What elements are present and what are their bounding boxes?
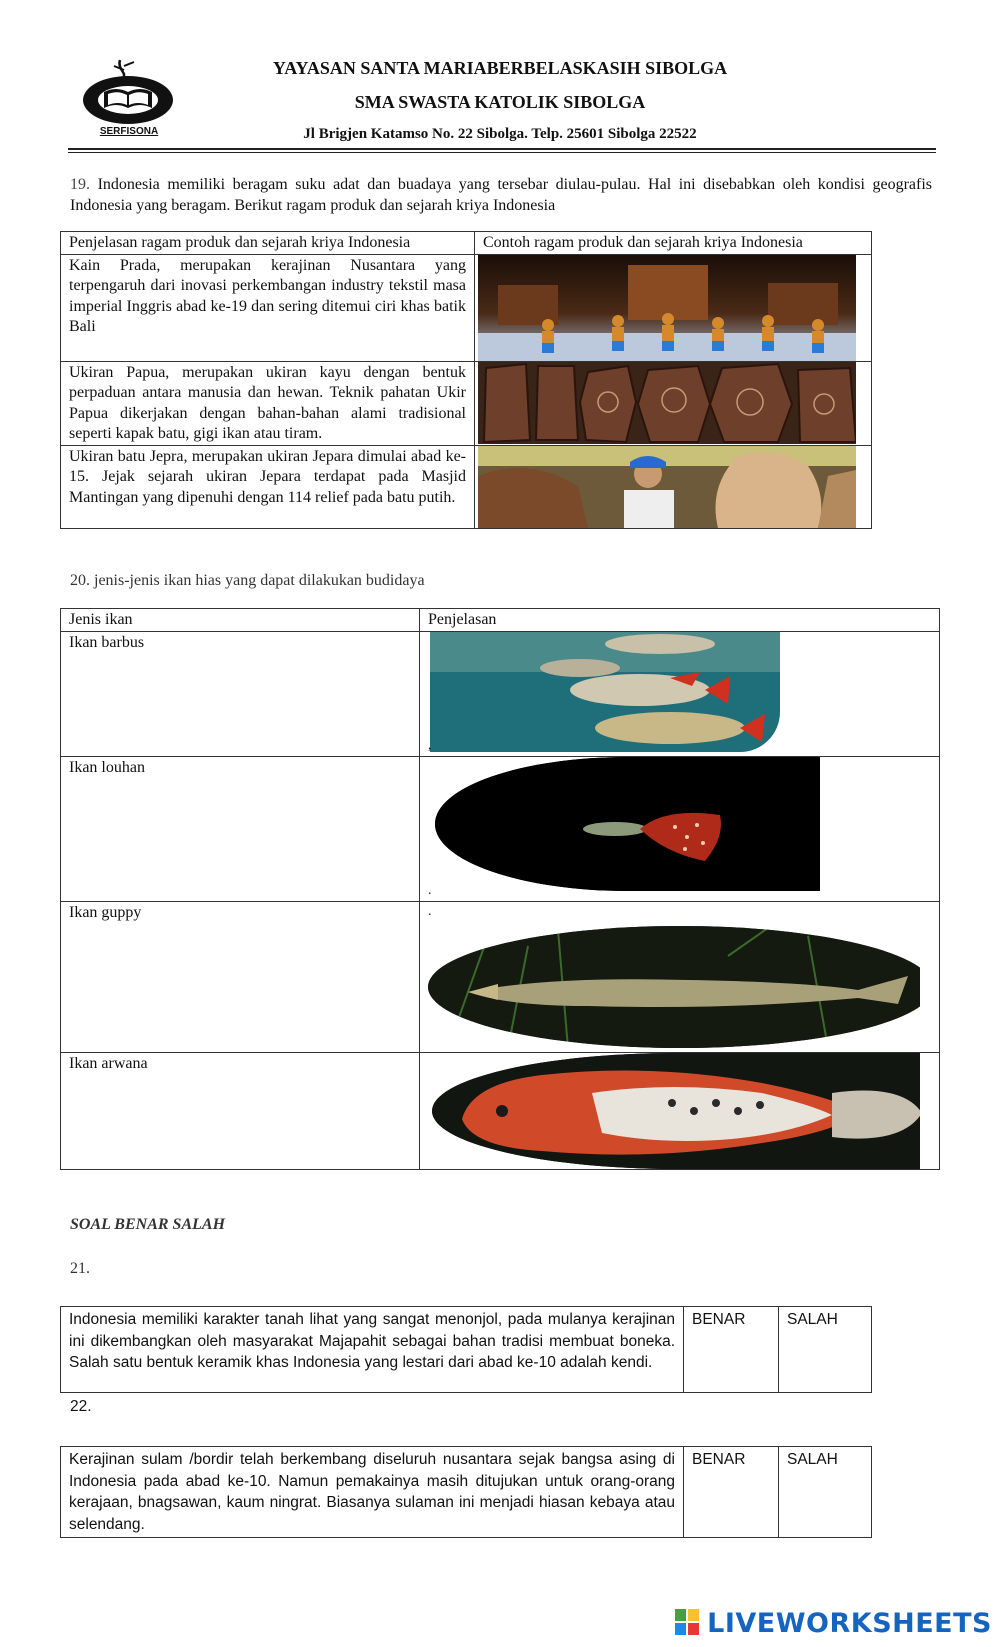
image-cell (420, 901, 940, 1052)
header-divider-thin (68, 152, 936, 153)
column-header: Contoh ragam produk dan sejarah kriya Indonesia (475, 232, 872, 255)
question-19 (70, 174, 932, 216)
image-cell (420, 1052, 940, 1169)
foundation-name: YAYASAN SANTA MARIABERBELASKASIH SIBOLGA (272, 58, 728, 78)
column-header: Penjelasan (420, 609, 940, 632)
table-row (61, 254, 872, 361)
fish-name: Ikan arwana (61, 1052, 420, 1169)
logo-text: SERFISONA (99, 126, 159, 137)
table-row (61, 1307, 872, 1393)
benar-option[interactable]: BENAR (684, 1307, 779, 1393)
image-cell (475, 254, 872, 361)
column-header: Penjelasan ragam produk dan sejarah kriya Indonesia (61, 232, 475, 255)
arowana-fish-photo (428, 926, 920, 1048)
question-number: 21. (70, 1260, 90, 1277)
table-header-row (61, 609, 940, 632)
guppy-fish-photo (435, 757, 820, 891)
fish-image-frame (420, 1053, 920, 1169)
stone-carver-photo (478, 446, 856, 528)
statement-text: Kerajinan sulam /bordir telah berkembang diseluruh nusantara sejak bangsa asing di Indonesia pada abad ke-10. Namun pemakainya masih ditujukan untuk orang-orang kerajaan, bnagsawan, kaum ningrat. Biasanya sulaman ini menjadi hiasan kebaya atau selendang. (61, 1447, 684, 1538)
table-header-row (61, 232, 872, 255)
question-20-title: 20. jenis-jenis ikan hias yang dapat dilakukan budidaya (70, 572, 425, 589)
true-false-question-22 (60, 1446, 872, 1538)
fish-image-frame (420, 902, 920, 1052)
cell-mark: , (428, 737, 432, 753)
image-cell (420, 631, 940, 756)
question-number: 22. (70, 1398, 92, 1415)
row-description: Ukiran batu Jepra, merupakan ukiran Jepara dimulai abad ke-15. Jejak sejarah ukiran Jepara terdapat pada Masjid Mantingan yang dipenuhi dengan 114 relief pada batu putih. (61, 445, 475, 528)
question-text: Indonesia memiliki beragam suku adat dan buadaya yang tersebar diulau-pulau. Hal ini disebabkan oleh kondisi geografis Indonesia yang beragam. Berikut ragam produk dan sejarah kriya Indonesia (70, 176, 932, 214)
louhan-fish-photo (432, 1053, 920, 1169)
fish-name: Ikan louhan (61, 756, 420, 901)
table-row (61, 901, 940, 1052)
column-header: Jenis ikan (61, 609, 420, 632)
table-row (61, 631, 940, 756)
barbus-fish-photo (430, 632, 780, 752)
cell-mark: . (428, 882, 432, 898)
papua-carving-photo (478, 362, 856, 444)
section-title: SOAL BENAR SALAH (70, 1216, 226, 1233)
fish-name: Ikan barbus (61, 631, 420, 756)
header-divider (68, 148, 936, 150)
table-row (61, 1052, 940, 1169)
fish-image-frame (420, 757, 900, 901)
liveworksheets-logo (675, 1606, 992, 1640)
table-row (61, 1447, 872, 1538)
cell-mark: . (428, 903, 432, 919)
fish-table (60, 608, 940, 1170)
true-false-question-21 (60, 1306, 872, 1393)
liveworksheets-icon (675, 1609, 701, 1637)
fish-name: Ikan guppy (61, 901, 420, 1052)
school-name: SMA SWASTA KATOLIK SIBOLGA (354, 92, 646, 112)
benar-option[interactable]: BENAR (684, 1447, 779, 1538)
row-description: Ukiran Papua, merupakan ukiran kayu dengan bentuk perpaduan antara manusia dan hewan. Teknik pahatan Ukir Papua dikerjakan dengan bahan-bahan alami tradisional seperti kapak batu, gigi ikan atau tiram. (61, 361, 475, 445)
table-row (61, 361, 872, 445)
image-cell (420, 756, 940, 901)
table-row (61, 756, 940, 901)
book-emblem-icon (78, 56, 180, 128)
salah-option[interactable]: SALAH (779, 1447, 872, 1538)
bali-dance-photo (478, 255, 856, 361)
brand-text: LIVEWORKSHEETS (707, 1607, 992, 1639)
school-logo (78, 56, 180, 142)
salah-option[interactable]: SALAH (779, 1307, 872, 1393)
row-description: Kain Prada, merupakan kerajinan Nusantara yang terpengaruh dari inovasi perkembangan industry tekstil masa imperial Inggris abad ke-19 dan sering ditemui ciri khas batik Bali (61, 254, 475, 361)
table-row (61, 445, 872, 528)
fish-image-frame (420, 632, 900, 756)
question-number: 19. (70, 176, 90, 193)
image-cell (475, 445, 872, 528)
image-cell (475, 361, 872, 445)
statement-text: Indonesia memiliki karakter tanah lihat yang sangat menonjol, pada mulanya kerajinan ini dikembangkan oleh masyarakat Majapahit sebagai bahan tradisi membuat boneka. Salah satu bentuk keramik khas Indonesia yang lestari dari abad ke-10 adalah kendi. (61, 1307, 684, 1393)
kriya-table (60, 231, 872, 529)
school-address: Jl Brigjen Katamso No. 22 Sibolga. Telp. 25601 Sibolga 22522 (303, 126, 697, 142)
